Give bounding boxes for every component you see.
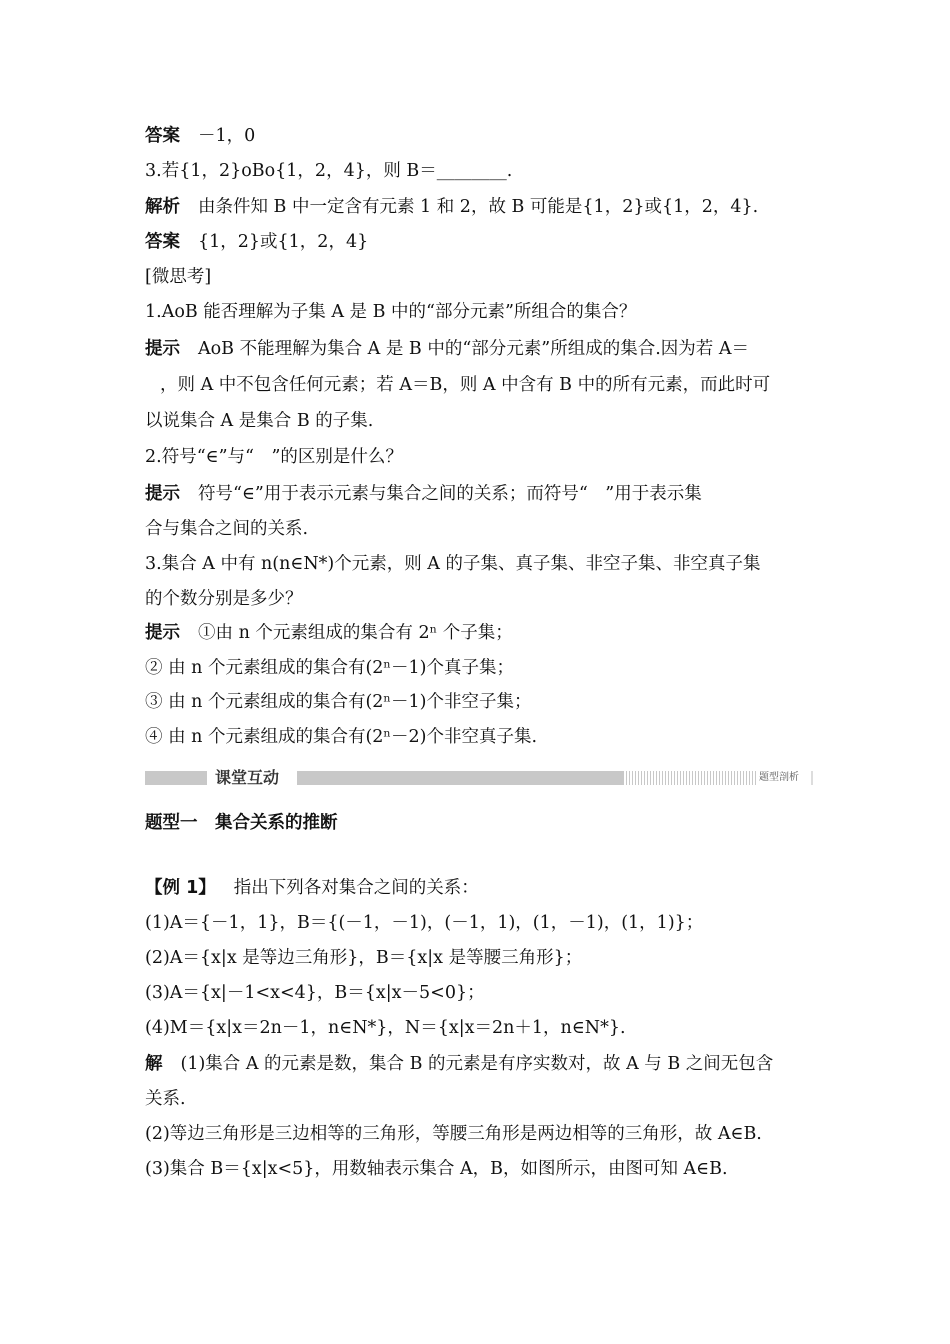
text: 指出下列各对集合之间的关系：: [233, 878, 479, 898]
hint-1-line-3: [145, 409, 810, 433]
text: [微思考]: [145, 267, 212, 287]
text: 符号“∈”用于表示元素与集合之间的关系；而符号“ ”用于表示集: [198, 484, 702, 504]
think-q1: [145, 300, 810, 324]
example-1-item-2: [145, 946, 810, 970]
band-bar: [297, 771, 623, 785]
text: (2)A＝{x|x 是等边三角形}，B＝{x|x 是等腰三角形}；: [145, 948, 583, 968]
text: ④ 由 n 个元素组成的集合有(2ⁿ－2)个非空真子集.: [145, 727, 538, 747]
hint-2-line-2: [145, 517, 810, 541]
answer-line-2: [145, 230, 810, 254]
label: 提示: [145, 623, 180, 643]
text: 1.AoB 能否理解为子集 A 是 B 中的“部分元素”所组合的集合？: [145, 302, 637, 322]
band-title: 课堂互动: [215, 768, 280, 787]
text: ，则 A 中不包含任何元素；若 A＝B，则 A 中含有 B 中的所有元素，而此时可: [160, 375, 771, 395]
think-q3-line-1: [145, 552, 810, 576]
text: ①由 n 个元素组成的集合有 2ⁿ 个子集；: [198, 623, 513, 643]
hint-3-line-1: [145, 621, 810, 645]
text: (1)集合 A 的元素是数，集合 B 的元素是有序实数对，故 A 与 B 之间无包含: [180, 1054, 774, 1074]
hint-2-line-1: [145, 482, 810, 506]
think-q3-line-2: [145, 587, 810, 611]
think-q2: [145, 445, 810, 469]
example-1-item-1: [145, 911, 810, 935]
text: 3.若{1，2}oBo{1，2，4}，则 B＝________.: [145, 161, 513, 181]
question-3: [145, 159, 810, 183]
answer-line-1: [145, 124, 810, 148]
text: ③ 由 n 个元素组成的集合有(2ⁿ－1)个非空子集；: [145, 692, 532, 712]
micro-think-heading: [145, 265, 810, 289]
text: (2)等边三角形是三边相等的三角形，等腰三角形是两边相等的三角形，故 A∈B.: [145, 1124, 762, 1144]
hint-1-line-1: [145, 337, 810, 361]
hint-3-line-2: [145, 656, 810, 680]
example-1-item-4: [145, 1016, 810, 1040]
text: 2.符号“∈”与“ ”的区别是什么？: [145, 447, 403, 467]
label: 【例 1】: [145, 878, 216, 898]
text: 以说集合 A 是集合 B 的子集.: [145, 411, 374, 431]
band-tag: 题型剖析: [759, 772, 799, 783]
text: (1)A＝{－1，1}，B＝{(－1，－1)，(－1，1)，(1，－1)，(1，1)}；: [145, 913, 704, 933]
label: 答案: [145, 126, 180, 146]
solution-line-2: [145, 1087, 810, 1111]
text: (3)集合 B＝{x|x<5}，用数轴表示集合 A，B，如图所示，由图可知 A∈B.: [145, 1159, 728, 1179]
text: 由条件知 B 中一定含有元素 1 和 2，故 B 可能是{1，2}或{1，2，4}.: [198, 197, 759, 217]
hint-3-line-4: [145, 725, 810, 749]
example-1-heading: [145, 876, 810, 900]
text: (4)M＝{x|x＝2n－1，n∈N*}，N＝{x|x＝2n＋1，n∈N*}.: [145, 1018, 626, 1038]
hint-1-line-2: [160, 373, 825, 397]
text: 的个数分别是多少？: [145, 589, 303, 609]
text: 关系.: [145, 1089, 186, 1109]
text: －1，0: [198, 126, 256, 146]
analysis-line: [145, 195, 810, 219]
label: 提示: [145, 339, 180, 359]
text: AoB 不能理解为集合 A 是 B 中的“部分元素”所组成的集合.因为若 A＝: [198, 339, 750, 359]
text: 3.集合 A 中有 n(n∈N*)个元素，则 A 的子集、真子集、非空子集、非空真子集: [145, 554, 761, 574]
label: 提示: [145, 484, 180, 504]
hint-3-line-3: [145, 690, 810, 714]
band-stripes: [623, 771, 757, 785]
solution-line-1: [145, 1052, 810, 1076]
example-1-item-3: [145, 981, 810, 1005]
label: 解析: [145, 197, 180, 217]
label: 答案: [145, 232, 180, 252]
text: (3)A＝{x|－1<x<4}，B＝{x|x－5<0}；: [145, 983, 485, 1003]
section-title: 题型一 集合关系的推断: [145, 813, 338, 833]
text: ② 由 n 个元素组成的集合有(2ⁿ－1)个真子集；: [145, 658, 514, 678]
band-stripes-end: [811, 771, 813, 785]
solution-line-4: [145, 1157, 810, 1181]
label: 解: [145, 1054, 163, 1074]
section-band: [145, 768, 813, 788]
text: 合与集合之间的关系.: [145, 519, 309, 539]
solution-line-3: [145, 1122, 810, 1146]
band-block-left: [145, 771, 207, 785]
text: {1，2}或{1，2，4}: [198, 232, 369, 252]
